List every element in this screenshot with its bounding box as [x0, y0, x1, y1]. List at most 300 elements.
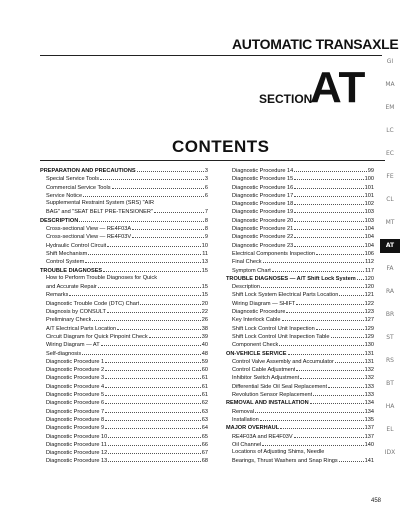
toc-entry-title: Wiring Diagram — AT — [46, 342, 100, 349]
toc-entry[interactable] — [226, 390, 374, 398]
title-divider — [40, 55, 382, 56]
dot-leader — [103, 266, 201, 272]
toc-entry-title: Diagnostic Procedure 22 — [232, 234, 294, 241]
toc-entry[interactable] — [40, 390, 208, 398]
toc-column-right — [226, 166, 374, 465]
dot-leader — [105, 407, 201, 413]
toc-page-number: 104 — [364, 226, 374, 233]
toc-heading[interactable] — [226, 423, 374, 431]
toc-page-number: 62 — [201, 400, 208, 407]
dot-leader — [296, 299, 363, 305]
toc-page-number: 137 — [364, 425, 374, 432]
toc-entry[interactable] — [226, 373, 374, 381]
toc-entry-title: Control Valve Assembly and Accumulator — [232, 358, 334, 365]
toc-entry-title: Diagnostic Procedure 4 — [46, 383, 105, 390]
toc-entry-title: Shift Mechanism — [46, 250, 88, 257]
toc-page-number: 101 — [364, 192, 374, 199]
toc-entry-title: Control Cable Adjustment — [232, 367, 296, 374]
toc-entry-title: Installation — [232, 416, 259, 423]
toc-page-number: 132 — [364, 375, 374, 382]
dot-leader — [112, 183, 204, 189]
toc-entry-title: and Accurate Repair — [46, 284, 97, 291]
toc-entry-title: Shift Lock Control Unit Inspection — [232, 325, 315, 332]
toc-entry[interactable] — [226, 407, 374, 415]
dot-leader — [79, 216, 204, 222]
dot-leader — [279, 340, 363, 346]
toc-entry[interactable] — [40, 224, 208, 232]
toc-page-number: 39 — [201, 333, 208, 340]
toc-entry[interactable] — [226, 456, 374, 464]
toc-page-number: 3 — [204, 168, 208, 174]
dot-leader — [294, 241, 363, 247]
dot-leader — [105, 373, 201, 379]
toc-entry-title: Diagnostic Procedure 18 — [232, 201, 294, 208]
dot-leader — [296, 365, 363, 371]
toc-page-number: 63 — [201, 416, 208, 423]
dot-leader — [105, 415, 201, 421]
dot-leader — [69, 290, 200, 296]
toc-entry[interactable] — [226, 224, 374, 232]
dot-leader — [105, 365, 201, 371]
dot-leader — [101, 340, 201, 346]
dot-leader — [262, 440, 363, 446]
toc-page-number: 20 — [201, 300, 208, 307]
toc-entry-title: Diagnostic Procedure 2 — [46, 367, 105, 374]
section-tab-gi[interactable]: GI — [386, 58, 394, 65]
toc-entry[interactable] — [40, 183, 208, 191]
toc-page-number: 102 — [364, 201, 374, 208]
toc-entry[interactable] — [226, 249, 374, 257]
toc-page-number: 63 — [201, 408, 208, 415]
contents-heading: CONTENTS — [172, 137, 270, 156]
toc-entry-title: How to Perform Trouble Diagnoses for Quick — [46, 274, 157, 281]
toc-entry[interactable] — [226, 191, 374, 199]
toc-entry-title: Self-diagnosis — [46, 350, 82, 357]
toc-entry[interactable] — [226, 448, 374, 456]
toc-entry[interactable] — [226, 415, 374, 423]
toc-page-number: 15 — [201, 267, 208, 274]
toc-entry[interactable] — [40, 191, 208, 199]
dot-leader — [263, 257, 365, 263]
dot-leader — [105, 382, 201, 388]
toc-entry[interactable] — [40, 423, 208, 431]
toc-entry[interactable] — [40, 315, 208, 323]
toc-entry[interactable] — [40, 290, 208, 298]
toc-entry-title: Diagnostic Procedure 14 — [232, 168, 294, 174]
toc-entry[interactable] — [40, 456, 208, 464]
toc-entry-title: Inhibitor Switch Adjustment — [232, 375, 300, 382]
toc-entry[interactable] — [40, 432, 208, 440]
toc-entry-title: Diagnostic Procedure 3 — [46, 375, 105, 382]
toc-heading[interactable] — [226, 398, 374, 406]
toc-entry[interactable] — [226, 340, 374, 348]
toc-entry[interactable] — [40, 232, 208, 240]
contents-divider — [40, 160, 385, 161]
section-tab-ec[interactable]: EC — [386, 150, 394, 157]
dot-leader — [316, 324, 364, 330]
toc-entry[interactable] — [40, 257, 208, 265]
toc-entry[interactable] — [226, 266, 374, 274]
toc-entry[interactable] — [226, 199, 374, 207]
toc-entry[interactable] — [40, 307, 208, 315]
toc-entry-title: Diagnostic Procedure 11 — [46, 441, 107, 448]
toc-entry[interactable] — [226, 315, 374, 323]
toc-entry[interactable] — [40, 440, 208, 448]
section-tab-ma[interactable]: MA — [385, 81, 395, 88]
dot-leader — [154, 207, 204, 213]
toc-entry-title: Preliminary Check — [46, 317, 92, 324]
toc-entry-title: Diagnostic Procedure 7 — [46, 408, 105, 415]
toc-entry[interactable] — [226, 174, 374, 182]
dot-leader — [117, 324, 201, 330]
toc-entry[interactable] — [40, 199, 208, 207]
section-tab-lc[interactable]: LC — [386, 127, 394, 134]
section-tab-fa[interactable]: FA — [386, 265, 394, 272]
dot-leader — [132, 232, 204, 238]
toc-page-number: 11 — [202, 250, 208, 257]
toc-entry[interactable] — [226, 241, 374, 249]
toc-entry[interactable] — [226, 432, 374, 440]
toc-entry-title: Component Check — [232, 342, 279, 349]
toc-page-number: 100 — [364, 176, 374, 183]
toc-page-number: 120 — [364, 284, 374, 291]
dot-leader — [294, 166, 367, 172]
toc-entry-title: Bearings, Thrust Washers and Snap Rings — [232, 458, 338, 465]
toc-page-number: 133 — [364, 392, 374, 399]
toc-page-number: 10 — [201, 242, 208, 249]
dot-leader — [100, 174, 204, 180]
dot-leader — [300, 373, 363, 379]
toc-page-number: 6 — [204, 192, 208, 199]
toc-entry[interactable] — [40, 398, 208, 406]
toc-page-number: 15 — [201, 284, 208, 291]
toc-entry-title: TROUBLE DIAGNOSES — [40, 267, 103, 274]
dot-leader — [107, 307, 201, 313]
toc-entry[interactable] — [40, 357, 208, 365]
toc-entry[interactable] — [40, 299, 208, 307]
toc-page-number: 101 — [364, 184, 374, 191]
dot-leader — [310, 398, 364, 404]
toc-entry-title: Oil Channel — [232, 441, 262, 448]
toc-page-number: 67 — [201, 450, 208, 457]
toc-entry[interactable] — [40, 382, 208, 390]
toc-page-number: 131 — [364, 350, 374, 357]
dot-leader — [294, 191, 363, 197]
toc-entry[interactable] — [40, 324, 208, 332]
dot-leader — [132, 224, 204, 230]
document-title: AUTOMATIC TRANSAXLE — [232, 36, 399, 52]
dot-leader — [294, 207, 363, 213]
dot-leader — [316, 249, 364, 255]
toc-entry-title: Commercial Service Tools — [46, 184, 111, 191]
toc-entry-title: Diagnostic Procedure 20 — [232, 217, 294, 224]
toc-entry-title: Supplemental Restraint System (SRS) "AIR — [46, 200, 154, 207]
toc-page-number: 117 — [365, 267, 374, 274]
toc-entry-title: Service Notice — [46, 192, 83, 199]
toc-entry-title: Symptom Chart — [232, 267, 271, 274]
toc-page-number: 120 — [364, 275, 374, 282]
section-tab-ha[interactable]: HA — [385, 403, 395, 410]
toc-page-number: 22 — [201, 309, 208, 316]
toc-entry-title: PREPARATION AND PRECAUTIONS — [40, 168, 136, 174]
section-tab-mt[interactable]: MT — [385, 219, 395, 226]
toc-page-number: 26 — [201, 317, 208, 324]
toc-entry[interactable] — [226, 282, 374, 290]
dot-leader — [294, 174, 363, 180]
toc-page-number: 40 — [201, 342, 208, 349]
toc-entry[interactable] — [40, 207, 208, 215]
section-tab-fe[interactable]: FE — [386, 173, 394, 180]
toc-page-number: 104 — [364, 242, 374, 249]
dot-leader — [282, 315, 364, 321]
toc-page-number: 129 — [364, 325, 374, 332]
toc-page-number: 61 — [201, 375, 208, 382]
toc-page-number: 65 — [201, 433, 208, 440]
dot-leader — [294, 216, 363, 222]
toc-entry[interactable] — [40, 365, 208, 373]
toc-entry[interactable] — [40, 407, 208, 415]
toc-page-number: 15 — [201, 292, 208, 299]
toc-entry-title: Differential Side Oil Seal Replacement — [232, 383, 328, 390]
toc-entry[interactable] — [226, 382, 374, 390]
toc-entry-title: Shift Lock Control Unit Inspection Table — [232, 333, 330, 340]
dot-leader — [82, 349, 201, 355]
toc-page-number: 129 — [364, 333, 374, 340]
dot-leader — [260, 415, 364, 421]
toc-entry-title: Cross-sectional View — RE4F03A — [46, 226, 132, 233]
section-label: SECTION — [259, 92, 313, 106]
toc-entry[interactable] — [40, 332, 208, 340]
dot-leader — [272, 266, 364, 272]
toc-entry-title: Electrical Components Inspection — [232, 250, 316, 257]
toc-page-number: 106 — [364, 250, 374, 257]
dot-leader — [137, 166, 204, 172]
toc-entry-title: Diagnostic Trouble Code (DTC) Chart — [46, 300, 140, 307]
dot-leader — [313, 390, 363, 396]
toc-entry-title: Circuit Diagram for Quick Pinpoint Check — [46, 333, 148, 340]
toc-page-number: 61 — [201, 392, 208, 399]
toc-entry-title: ON-VEHICLE SERVICE — [226, 350, 287, 357]
toc-heading[interactable] — [226, 274, 374, 282]
toc-page-number: 99 — [367, 168, 374, 174]
toc-page-number: 103 — [364, 209, 374, 216]
toc-entry-title: Control System — [46, 259, 85, 266]
dot-leader — [88, 249, 201, 255]
toc-entry-title: Diagnostic Procedure 17 — [232, 192, 294, 199]
toc-page-number: 134 — [364, 408, 374, 415]
dot-leader — [98, 282, 201, 288]
toc-page-number: 130 — [364, 342, 374, 349]
toc-entry-title: Locations of Adjusting Shims, Needle — [232, 449, 325, 456]
dot-leader — [357, 274, 364, 280]
toc-page-number: 60 — [201, 367, 208, 374]
toc-entry[interactable] — [226, 324, 374, 332]
dot-leader — [328, 382, 364, 388]
dot-leader — [335, 357, 364, 363]
page-number: 458 — [371, 498, 382, 504]
toc-entry-title: Removal — [232, 408, 255, 415]
toc-page-number: 59 — [201, 358, 208, 365]
section-tab-cl[interactable]: CL — [386, 196, 394, 203]
toc-entry-title: Description — [232, 284, 260, 291]
toc-entry[interactable] — [226, 307, 374, 315]
toc-entry-title: Final Check — [232, 259, 262, 266]
toc-page-number: 134 — [364, 400, 374, 407]
toc-entry-title: Shift Lock System Electrical Parts Location — [232, 292, 339, 299]
toc-entry-title: Key Interlock Cable — [232, 317, 281, 324]
toc-entry-title: Diagnostic Procedure 9 — [46, 425, 105, 432]
dot-leader — [92, 315, 200, 321]
toc-heading[interactable] — [226, 349, 374, 357]
section-tab-idx[interactable]: IDX — [384, 449, 396, 456]
toc-heading[interactable] — [40, 166, 208, 174]
toc-entry[interactable] — [226, 440, 374, 448]
dot-leader — [85, 257, 201, 263]
dot-leader — [108, 448, 201, 454]
dot-leader — [149, 332, 201, 338]
toc-entry-title: Diagnostic Procedure 12 — [46, 450, 108, 457]
dot-leader — [108, 440, 201, 446]
toc-entry[interactable] — [40, 340, 208, 348]
toc-entry[interactable] — [40, 241, 208, 249]
toc-entry-title: MAJOR OVERHAUL — [226, 425, 280, 432]
toc-entry[interactable] — [40, 415, 208, 423]
toc-page-number: 64 — [201, 425, 208, 432]
toc-entry-title: A/T Electrical Parts Location — [46, 325, 117, 332]
dot-leader — [107, 241, 200, 247]
toc-heading[interactable] — [40, 266, 208, 274]
toc-page-number: 68 — [201, 458, 208, 465]
toc-page-number: 121 — [364, 292, 374, 299]
toc-entry[interactable] — [40, 448, 208, 456]
toc-page-number: 61 — [201, 383, 208, 390]
dot-leader — [261, 282, 364, 288]
dot-leader — [108, 456, 201, 462]
toc-column-left — [40, 166, 208, 465]
toc-entry-title: REMOVAL AND INSTALLATION — [226, 400, 309, 407]
dot-leader — [294, 224, 363, 230]
toc-entry-title: Revolution Sensor Replacement — [232, 392, 313, 399]
toc-entry[interactable] — [226, 257, 374, 265]
toc-entry[interactable] — [40, 174, 208, 182]
dot-leader — [339, 290, 363, 296]
section-index-tabs — [380, 55, 400, 475]
toc-entry[interactable] — [226, 365, 374, 373]
toc-entry-title: DESCRIPTION — [40, 217, 79, 224]
toc-entry[interactable] — [226, 183, 374, 191]
toc-heading[interactable] — [40, 216, 208, 224]
toc-entry[interactable] — [226, 166, 374, 174]
toc-entry-title: Diagnostic Procedure 16 — [232, 184, 294, 191]
dot-leader — [288, 349, 364, 355]
toc-entry-title: Diagnostic Procedure 10 — [46, 433, 108, 440]
toc-entry-title: Diagnostic Procedure — [232, 309, 286, 316]
toc-page-number: 8 — [204, 226, 208, 233]
toc-entry[interactable] — [226, 290, 374, 298]
dot-leader — [140, 299, 201, 305]
dot-leader — [280, 423, 364, 429]
section-tab-br[interactable]: BR — [385, 311, 395, 318]
toc-entry[interactable] — [40, 373, 208, 381]
toc-page-number: 38 — [201, 325, 208, 332]
toc-entry[interactable] — [40, 249, 208, 257]
toc-page-number: 133 — [364, 383, 374, 390]
toc-entry-title: Wiring Diagram — SHIFT — [232, 300, 296, 307]
toc-entry-title: RE4F03A and RE4F03V — [232, 433, 293, 440]
section-tab-st[interactable]: ST — [386, 334, 394, 341]
dot-leader — [105, 390, 201, 396]
toc-entry-title: Diagnostic Procedure 21 — [232, 226, 294, 233]
section-tab-el[interactable]: EL — [386, 426, 394, 433]
toc-entry[interactable] — [226, 216, 374, 224]
dot-leader — [108, 432, 201, 438]
dot-leader — [331, 332, 364, 338]
dot-leader — [294, 199, 363, 205]
toc-entry[interactable] — [226, 207, 374, 215]
toc-page-number: 122 — [364, 300, 374, 307]
toc-entry-title: Cross-sectional View — RE4F03V — [46, 234, 132, 241]
toc-entry-title: Hydraulic Control Circuit — [46, 242, 107, 249]
toc-entry[interactable] — [226, 332, 374, 340]
dot-leader — [255, 407, 364, 413]
section-tab-bt[interactable]: BT — [386, 380, 394, 387]
toc-entry-title: BAG" and "SEAT BELT PRE-TENSIONER" — [46, 209, 153, 216]
toc-entry-title: Diagnostic Procedure 6 — [46, 400, 105, 407]
toc-entry[interactable] — [226, 357, 374, 365]
toc-entry-title: Diagnostic Procedure 13 — [46, 458, 108, 465]
toc-entry[interactable] — [226, 232, 374, 240]
toc-page-number: 131 — [364, 358, 374, 365]
toc-page-number: 123 — [364, 309, 374, 316]
toc-entry-title: Diagnostic Procedure 1 — [46, 358, 105, 365]
toc-entry-title: Diagnostic Procedure 19 — [232, 209, 294, 216]
dot-leader — [83, 191, 204, 197]
toc-page-number: 48 — [201, 350, 208, 357]
dot-leader — [294, 232, 363, 238]
toc-page-number: 137 — [364, 433, 374, 440]
toc-page-number: 8 — [204, 217, 208, 224]
toc-entry[interactable] — [226, 299, 374, 307]
toc-entry[interactable] — [40, 349, 208, 357]
toc-entry-title: Diagnosis by CONSULT — [46, 309, 106, 316]
dot-leader — [339, 456, 364, 462]
toc-page-number: 112 — [365, 259, 374, 266]
toc-entry-title: Diagnostic Procedure 23 — [232, 242, 294, 249]
dot-leader — [105, 423, 201, 429]
toc-page-number: 103 — [364, 217, 374, 224]
toc-entry[interactable] — [40, 282, 208, 290]
toc-page-number: 7 — [204, 209, 208, 216]
toc-page-number: 104 — [364, 234, 374, 241]
toc-page-number: 6 — [204, 184, 208, 191]
toc-entry[interactable] — [40, 274, 208, 282]
toc-page-number: 3 — [204, 176, 208, 183]
section-tab-em[interactable]: EM — [385, 104, 395, 111]
section-tab-at[interactable]: AT — [380, 239, 400, 253]
dot-leader — [105, 398, 201, 404]
section-tab-ra[interactable]: RA — [385, 288, 395, 295]
toc-page-number: 9 — [204, 234, 208, 241]
toc-page-number: 140 — [364, 441, 374, 448]
toc-page-number: 141 — [364, 458, 374, 465]
toc-entry-title: Diagnostic Procedure 5 — [46, 392, 105, 399]
toc-page-number: 135 — [364, 416, 374, 423]
section-tab-rs[interactable]: RS — [386, 357, 394, 364]
dot-leader — [105, 357, 201, 363]
dot-leader — [294, 432, 364, 438]
toc-entry-title: Diagnostic Procedure 15 — [232, 176, 294, 183]
dot-leader — [294, 183, 363, 189]
